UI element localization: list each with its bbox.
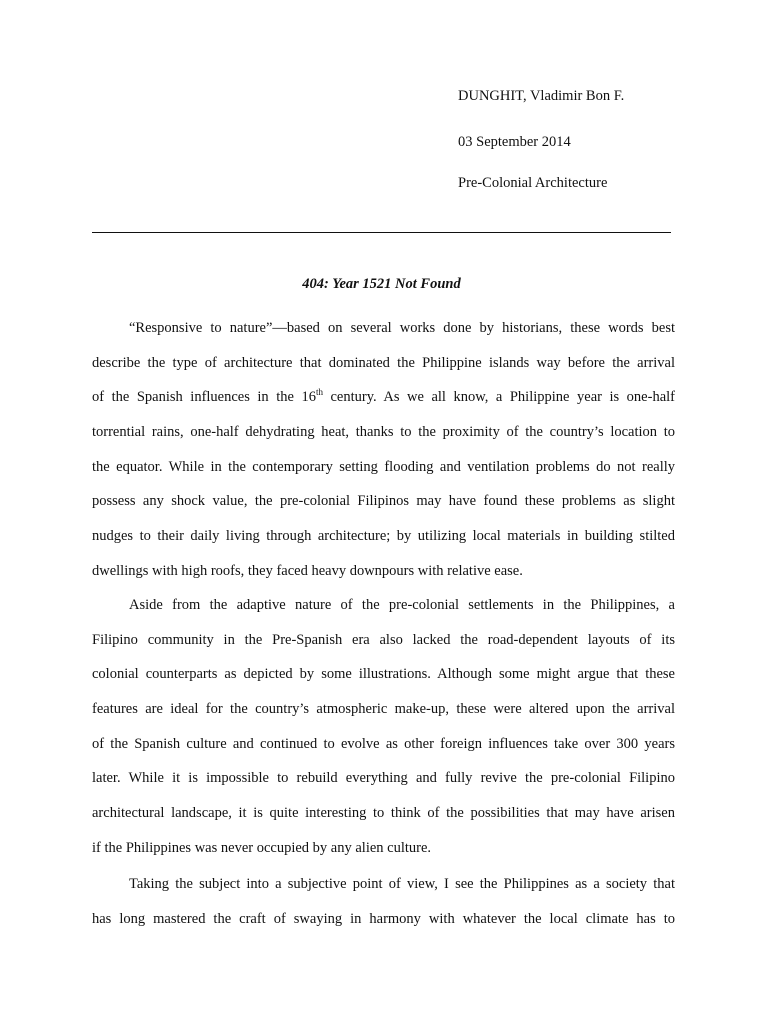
line-segment: century. As we all know, a Philippine year is one-half — [322, 389, 675, 406]
paragraph-line: Aside from the adaptive nature of the pre-colonial settlements in the Philippines, a — [129, 597, 675, 613]
paragraph-line: torrential rains, one-half dehydrating heat, thanks to the proximity of the country’s location to — [92, 424, 675, 441]
paragraph-line: later. While it is impossible to rebuild everything and fully revive the pre-colonial Filipino — [92, 770, 675, 787]
paragraph-line: features are ideal for the country’s atmospheric make-up, these were altered upon the arrival — [92, 701, 675, 718]
horizontal-rule — [92, 232, 671, 233]
paragraph-line: Filipino community in the Pre-Spanish era also lacked the road-dependent layouts of its — [92, 631, 675, 648]
line-segment: of the Spanish influences in the 16 — [92, 389, 316, 406]
paragraph-line: Taking the subject into a subjective point of view, I see the Philippines as a society that — [129, 876, 675, 892]
paragraph-line: nudges to their daily living through architecture; by utilizing local materials in building stilted — [92, 528, 675, 545]
essay-title: 404: Year 1521 Not Found — [302, 276, 461, 292]
paragraph-line: architectural landscape, it is quite interesting to think of the possibilities that may have arisen — [92, 805, 675, 822]
paragraph-line: colonial counterparts as depicted by some illustrations. Although some might argue that these — [92, 666, 675, 683]
document-date: 03 September 2014 — [458, 134, 571, 150]
paragraph-1 — [92, 319, 675, 597]
paragraph-2 — [92, 596, 675, 874]
paragraph-3 — [92, 875, 675, 944]
paragraph-line: of the Spanish culture and continued to evolve as other foreign influences take over 300 years — [92, 735, 675, 752]
paragraph-line: if the Philippines was never occupied by any alien culture. — [92, 839, 432, 856]
ordinal-superscript: th — [315, 387, 323, 398]
paragraph-line — [92, 388, 675, 406]
paragraph-line: possess any shock value, the pre-colonial Filipinos may have found these problems as slight — [92, 493, 675, 510]
paragraph-line: has long mastered the craft of swaying in harmony with whatever the local climate has to — [92, 910, 675, 927]
paragraph-line: “Responsive to nature”—based on several works done by historians, these words best — [129, 320, 675, 336]
paragraph-line: the equator. While in the contemporary setting flooding and ventilation problems do not really — [92, 458, 675, 475]
document-subject: Pre-Colonial Architecture — [458, 175, 608, 191]
paragraph-line: dwellings with high roofs, they faced heavy downpours with relative ease. — [92, 562, 523, 579]
author-name: DUNGHIT, Vladimir Bon F. — [458, 88, 625, 104]
paragraph-line: describe the type of architecture that dominated the Philippine islands way before the arrival — [92, 354, 675, 371]
